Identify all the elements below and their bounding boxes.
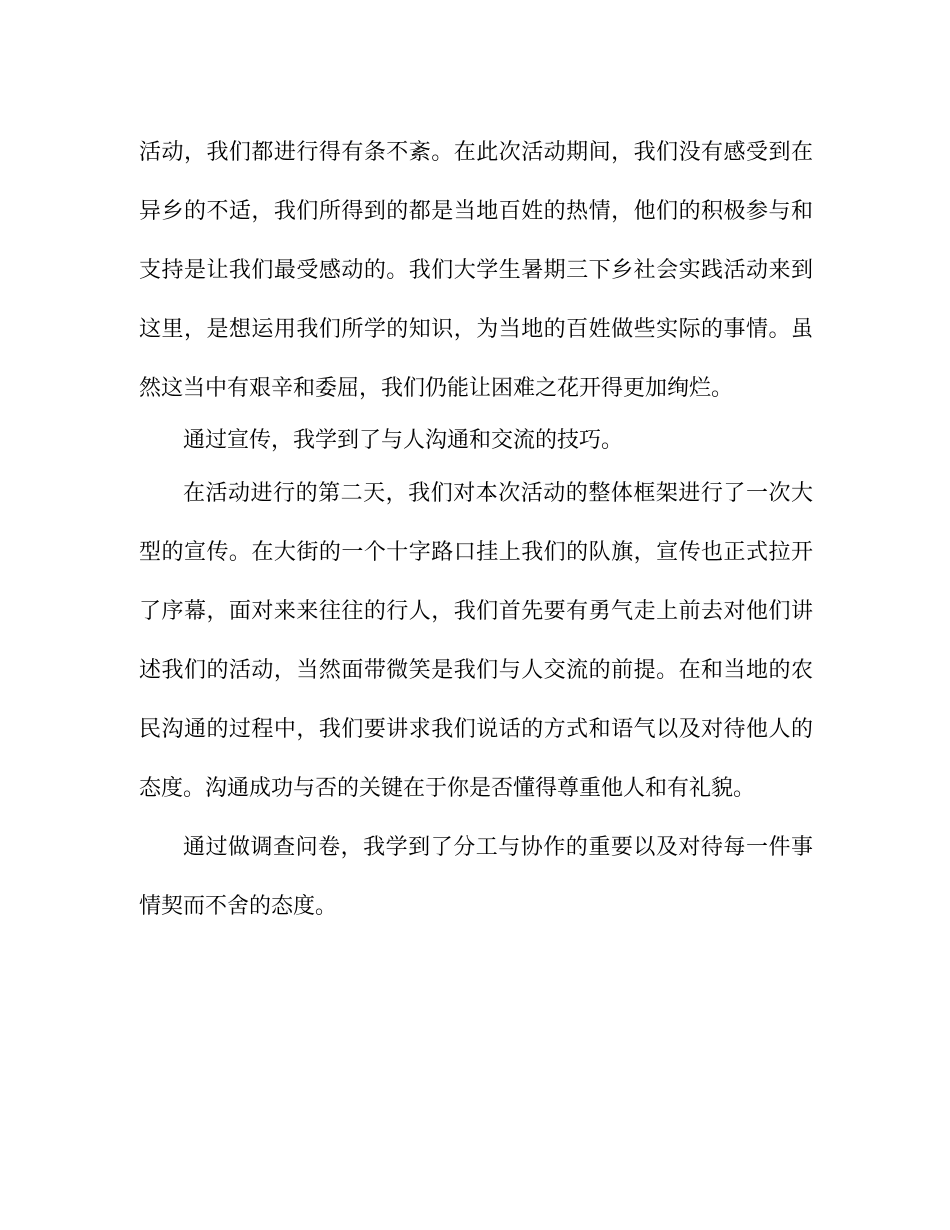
paragraph-3: 在活动进行的第二天，我们对本次活动的整体框架进行了一次大型的宣传。在大街的一个十字路口挂上我们的队旗，宣传也正式拉开了序幕，面对来来往往的行人，我们首先要有勇气走上前去对他们讲述我们的活动，当然面带微笑是我们与人交流的前提。在和当地的农民沟通的过程中，我们要讲求我们说话的方式和语气以及对待他人的态度。沟通成功与否的关键在于你是否懂得尊重他人和有礼貌。 — [139, 481, 813, 801]
document-body — [139, 123, 813, 936]
paragraph-2: 通过宣传，我学到了与人沟通和交流的技巧。 — [183, 428, 624, 453]
paragraph-1: 活动，我们都进行得有条不紊。在此次活动期间，我们没有感受到在异乡的不适，我们所得到的都是当地百姓的热情，他们的积极参与和支持是让我们最受感动的。我们大学生暑期三下乡社会实践活动来到这里，是想运用我们所学的知识，为当地的百姓做些实际的事情。虽然这当中有艰辛和委屈，我们仍能让困难之花开得更加绚烂。 — [139, 140, 813, 401]
paragraph-4: 通过做调查问卷，我学到了分工与协作的重要以及对待每一件事情契而不舍的态度。 — [139, 835, 813, 919]
